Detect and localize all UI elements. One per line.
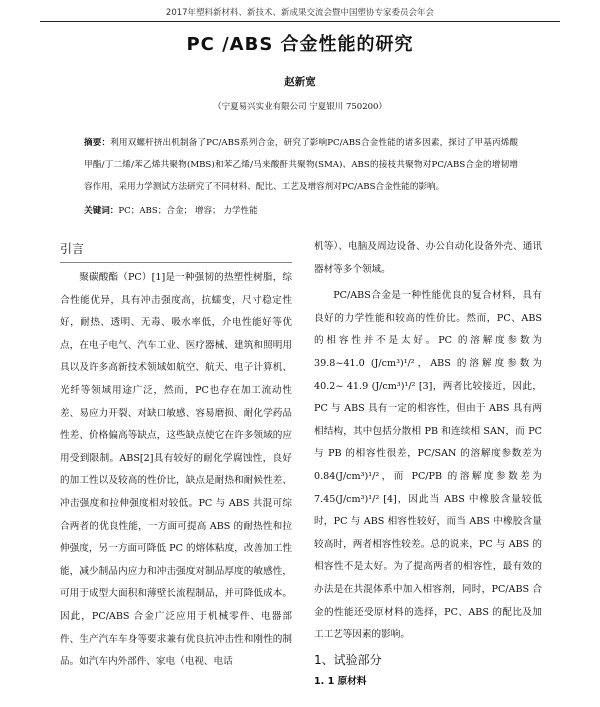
author-name: 赵新宽 (284, 76, 316, 88)
keywords (84, 204, 518, 216)
keywords-label: 关键词： (84, 206, 119, 216)
left-column (60, 236, 292, 674)
subsection-materials-title: 1. 1 原材料 (314, 676, 367, 688)
right-column (314, 236, 542, 694)
abstract (84, 132, 518, 198)
affiliation: （宁夏易兴实业有限公司 宁夏银川 750200） (213, 102, 387, 112)
abstract-text: 利用双螺杆挤出机制备了PC/ABS系列合金，研究了影响PC/ABS合金性能的诸多因素，探讨了甲基丙烯酸甲酯/丁二烯/苯乙烯共聚物(MBS)和苯乙烯/马来酸酐共聚物(SMA)、ABS的接枝共聚物对PC/ABS合金的增韧增容作用，采用力学测试方法研究了不同材料、配比、工艺及增容剂对PC/ABS合金性能的影响。 (84, 138, 518, 192)
abstract-label: 摘要： (84, 138, 111, 148)
compatibility-paragraph: PC/ABS合金是一种性能优良的复合材料，具有良好的力学性能和较高的性价比。然而，PC、ABS 的相容性并不是太好。PC 的溶解度参数为 39.8~41.0 (J/cm³)¹/²，ABS 的溶解度参数为 40.2~ 41.9 (J/cm³)¹/² [3]，两者比较接近，因此，PC 与 ABS 具有一定的相容性，但由于 ABS 具有两相结构，其中包括分散相 PB 和连续相 SAN，而 PC 与 PB 的相容性很差，PC/SAN 的溶解度参数差为 0.84(J/cm³)¹/²，而 PC/PB 的溶解度参数差为 7.45(J/cm³)¹/² [4]，因此当 ABS 中橡胶含量较低时，PC 与 ABS 相容性较好，而当 ABS 中橡胶含量较高时，两者相容性较差。总的说来，PC 与 ABS 的相容性不是太好。为了提高两者的相容性，最有效的办法是在共混体系中加入相容剂，同时，PC/ABS 合金的性能还受原材料的选择，PC、ABS 的配比及加工工艺等因素的影响。 (314, 290, 542, 641)
running-head: 2017年塑料新材料、新技术、新成果交流会暨中国塑协专家委员会年会 (40, 6, 560, 22)
intro-paragraph: 聚碳酸酯（PC）[1]是一种强韧的热塑性树脂，综合性能优异，具有冲击强度高，抗蠕变，尺寸稳定性好，耐热、透明、无毒、吸水率低，介电性能好等优点，在电子电气、汽车工业、医疗器械、建筑和照明用具以及许多高新技术领域如航空、航天、电子计算机、光纤等领域用途广泛，然而，PC也存在加工流动性差、易应力开裂、对缺口敏感、容易磨损、耐化学药品性差、价格偏高等缺点，这些缺点使它在许多领域的应用受到限制。ABS[2]具有较好的耐化学腐蚀性，良好的加工性以及较高的性价比，缺点是耐热和耐候性差、冲击强度和拉伸强度相对较低。PC 与 ABS 共混可综合两者的优良性能，一方面可提高 ABS 的耐热性和拉伸强度，另一方面可降低 PC 的熔体粘度，改善加工性能，减少制品内应力和冲击强度对制品厚度的敏感性，可用于成型大面积和薄壁长流程制品，并可降低成本。因此，PC/ABS 合金广泛应用于机械零件、电器部件、生产汽车车身等要求兼有优良抗冲击性和刚性的制品。如汽车内外部件、家电（电视、电话 (60, 272, 292, 668)
section-experimental-title: 1、试验部分 (314, 652, 382, 667)
keywords-text: PC；ABS；合金； 增容； 力学性能 (118, 206, 258, 216)
paper-title: PC /ABS 合金性能的研究 (186, 34, 414, 55)
section-introduction-title: 引言 (60, 236, 292, 263)
intro-paragraph-continued: 机等）、电脑及周边设备、办公自动化设备外壳、通讯器材等多个领域。 (314, 241, 542, 275)
